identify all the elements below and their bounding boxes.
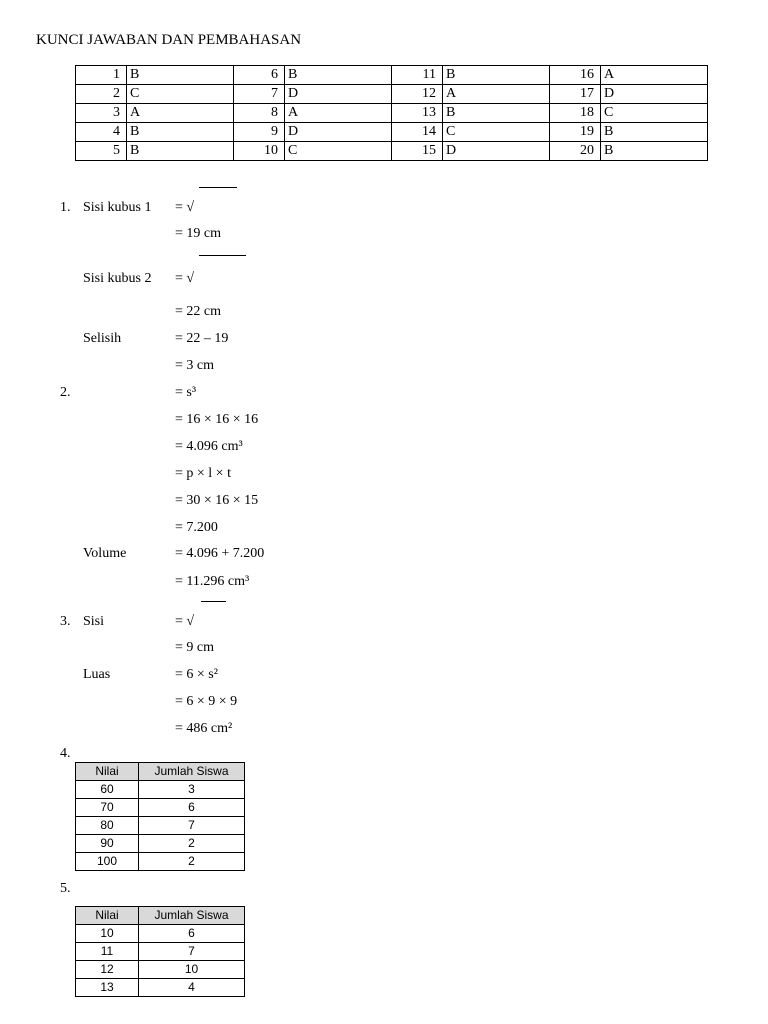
- answer-cell: B: [127, 123, 234, 142]
- table-row: [76, 853, 245, 871]
- table-row: [76, 66, 708, 85]
- q3-label-luas: Luas: [83, 667, 111, 682]
- question-number-cell: 11: [392, 66, 443, 85]
- q2-line: = s³: [175, 385, 197, 400]
- answer-cell: B: [127, 142, 234, 161]
- answer-cell: D: [285, 85, 392, 104]
- nilai-cell: 11: [76, 943, 139, 961]
- nilai-cell: 10: [76, 925, 139, 943]
- answer-key-table: [75, 65, 708, 161]
- q2-number: 2.: [60, 385, 71, 400]
- jumlah-siswa-cell: 10: [139, 961, 245, 979]
- answer-cell: B: [127, 66, 234, 85]
- table-row: [76, 961, 245, 979]
- jumlah-siswa-cell: 7: [139, 817, 245, 835]
- q5-number: 5.: [60, 881, 71, 896]
- radical-bar: [199, 255, 246, 256]
- nilai-cell: 100: [76, 853, 139, 871]
- nilai-cell: 80: [76, 817, 139, 835]
- table-row: [76, 781, 245, 799]
- q3-luas-result: = 486 cm²: [175, 721, 233, 736]
- question-number-cell: 8: [234, 104, 285, 123]
- question-number-cell: 12: [392, 85, 443, 104]
- q1-selisih-eq: = 22 – 19: [175, 331, 229, 346]
- q1-result-1: = 19 cm: [175, 226, 221, 241]
- answer-cell: D: [285, 123, 392, 142]
- q2-line: = 4.096 cm³: [175, 439, 243, 454]
- column-header: Jumlah Siswa: [139, 907, 245, 925]
- q1-label-sisi-kubus-1: Sisi kubus 1: [83, 200, 152, 215]
- nilai-cell: 70: [76, 799, 139, 817]
- sqrt-icon: = √: [175, 614, 195, 629]
- nilai-cell: 13: [76, 979, 139, 997]
- column-header: Jumlah Siswa: [139, 763, 245, 781]
- q4-score-table: [75, 762, 245, 871]
- nilai-cell: 90: [76, 835, 139, 853]
- q5-score-table: [75, 906, 245, 997]
- answer-cell: B: [443, 104, 550, 123]
- answer-cell: A: [127, 104, 234, 123]
- table-row: [76, 835, 245, 853]
- q1-label-selisih: Selisih: [83, 331, 122, 346]
- q1-sqrt-1: [175, 199, 194, 217]
- jumlah-siswa-cell: 4: [139, 979, 245, 997]
- question-number-cell: 5: [76, 142, 127, 161]
- answer-cell: B: [601, 142, 708, 161]
- question-number-cell: 15: [392, 142, 443, 161]
- question-number-cell: 14: [392, 123, 443, 142]
- question-number-cell: 10: [234, 142, 285, 161]
- q2-volume-eq: = 4.096 + 7.200: [175, 546, 265, 561]
- answer-cell: D: [443, 142, 550, 161]
- jumlah-siswa-cell: 7: [139, 943, 245, 961]
- table-row: [76, 799, 245, 817]
- answer-cell: C: [285, 142, 392, 161]
- answer-cell: D: [601, 85, 708, 104]
- q2-label-volume: Volume: [83, 546, 127, 561]
- question-number-cell: 2: [76, 85, 127, 104]
- question-number-cell: 16: [550, 66, 601, 85]
- table-row: [76, 925, 245, 943]
- jumlah-siswa-cell: 2: [139, 835, 245, 853]
- q4-number: 4.: [60, 746, 71, 761]
- q3-number: 3.: [60, 614, 71, 629]
- question-number-cell: 6: [234, 66, 285, 85]
- answer-cell: C: [601, 104, 708, 123]
- question-number-cell: 4: [76, 123, 127, 142]
- answer-cell: B: [443, 66, 550, 85]
- nilai-cell: 12: [76, 961, 139, 979]
- question-number-cell: 18: [550, 104, 601, 123]
- q1-number: 1.: [60, 200, 71, 215]
- q2-line: = 7.200: [175, 520, 218, 535]
- q2-line: = 30 × 16 × 15: [175, 493, 259, 508]
- answer-cell: B: [601, 123, 708, 142]
- q2-line: = 16 × 16 × 16: [175, 412, 259, 427]
- q3-sqrt: [175, 613, 194, 631]
- q2-volume-result: = 11.296 cm³: [175, 574, 250, 589]
- q3-label-sisi: Sisi: [83, 614, 105, 629]
- answer-cell: B: [285, 66, 392, 85]
- q3-luas-eq: = 6 × s²: [175, 667, 218, 682]
- table-row: [76, 817, 245, 835]
- q1-selisih-result: = 3 cm: [175, 358, 214, 373]
- q1-sqrt-2: [175, 270, 194, 288]
- question-number-cell: 17: [550, 85, 601, 104]
- answer-cell: A: [443, 85, 550, 104]
- question-number-cell: 3: [76, 104, 127, 123]
- answer-cell: A: [601, 66, 708, 85]
- q2-line: = p × l × t: [175, 466, 231, 481]
- question-number-cell: 19: [550, 123, 601, 142]
- question-number-cell: 20: [550, 142, 601, 161]
- answer-cell: A: [285, 104, 392, 123]
- jumlah-siswa-cell: 6: [139, 925, 245, 943]
- sqrt-icon: = √: [175, 271, 195, 286]
- table-row: [76, 85, 708, 104]
- column-header: Nilai: [76, 907, 139, 925]
- table-row: [76, 142, 708, 161]
- table-row: [76, 979, 245, 997]
- sqrt-icon: = √: [175, 200, 195, 215]
- question-number-cell: 7: [234, 85, 285, 104]
- question-number-cell: 9: [234, 123, 285, 142]
- page-title: KUNCI JAWABAN DAN PEMBAHASAN: [36, 32, 302, 48]
- q1-label-sisi-kubus-2: Sisi kubus 2: [83, 271, 152, 286]
- jumlah-siswa-cell: 6: [139, 799, 245, 817]
- answer-cell: C: [443, 123, 550, 142]
- q3-sisi-result: = 9 cm: [175, 640, 214, 655]
- column-header: Nilai: [76, 763, 139, 781]
- jumlah-siswa-cell: 3: [139, 781, 245, 799]
- answer-cell: C: [127, 85, 234, 104]
- q3-luas-eq2: = 6 × 9 × 9: [175, 694, 238, 709]
- question-number-cell: 1: [76, 66, 127, 85]
- radical-bar: [201, 601, 226, 602]
- table-row: [76, 943, 245, 961]
- jumlah-siswa-cell: 2: [139, 853, 245, 871]
- radical-bar: [199, 187, 237, 188]
- table-row: [76, 104, 708, 123]
- q1-result-2: = 22 cm: [175, 304, 221, 319]
- question-number-cell: 13: [392, 104, 443, 123]
- table-row: [76, 123, 708, 142]
- nilai-cell: 60: [76, 781, 139, 799]
